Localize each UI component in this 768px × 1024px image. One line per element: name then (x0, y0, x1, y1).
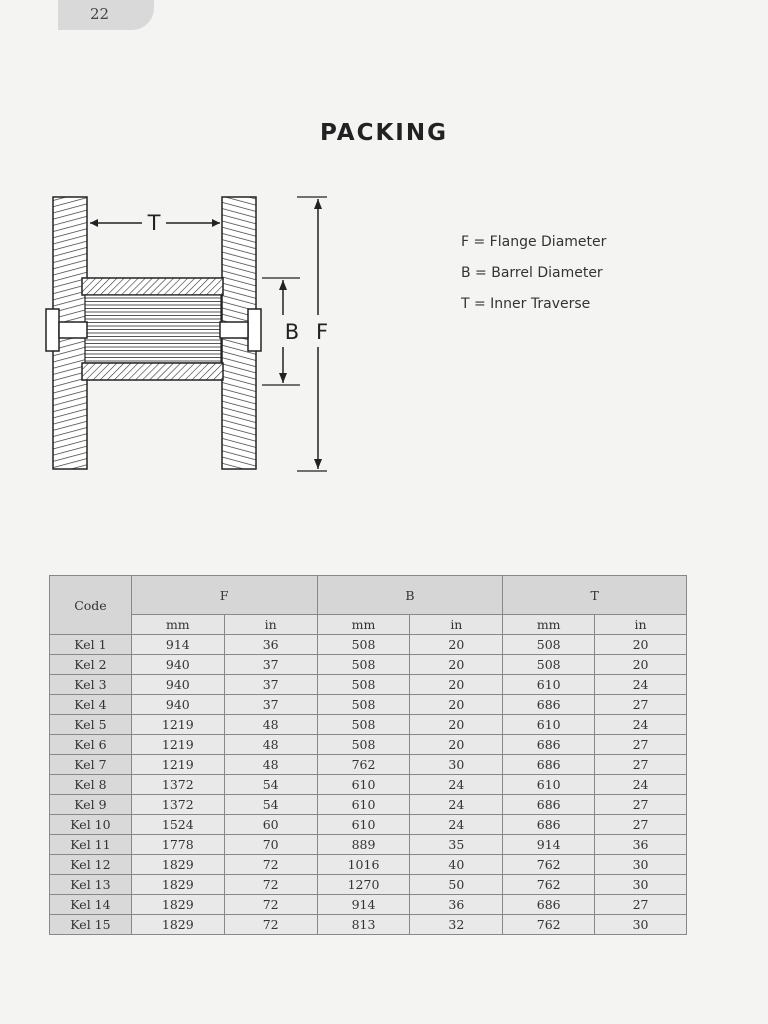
left-hub (46, 309, 59, 351)
header-unit: in (595, 615, 687, 635)
row-code: Kel 7 (50, 755, 132, 775)
header-unit: mm (317, 615, 410, 635)
table-cell: 20 (410, 715, 503, 735)
table-cell: 32 (410, 915, 503, 935)
table-cell: 20 (410, 735, 503, 755)
right-hub (248, 309, 261, 351)
table-cell: 36 (224, 635, 317, 655)
table-cell: 54 (224, 775, 317, 795)
table-cell: 813 (317, 915, 410, 935)
table-cell: 762 (503, 855, 595, 875)
table-cell: 20 (410, 695, 503, 715)
table-cell: 686 (503, 795, 595, 815)
table-cell: 72 (224, 875, 317, 895)
table-cell: 54 (224, 795, 317, 815)
table-row (50, 875, 687, 895)
table-cell: 686 (503, 755, 595, 775)
table-cell: 20 (410, 675, 503, 695)
header-code: Code (50, 576, 132, 635)
table-cell: 48 (224, 735, 317, 755)
table-cell: 72 (224, 855, 317, 875)
table-cell: 27 (595, 795, 687, 815)
table-cell: 24 (410, 775, 503, 795)
header-group-f: F (131, 576, 317, 615)
table-cell: 1016 (317, 855, 410, 875)
row-code: Kel 2 (50, 655, 132, 675)
table-cell: 508 (317, 655, 410, 675)
label-f: F (315, 320, 329, 344)
header-unit: in (224, 615, 317, 635)
table-cell: 610 (317, 815, 410, 835)
table-row (50, 915, 687, 935)
dimensions-table (49, 575, 687, 935)
table-row (50, 675, 687, 695)
table-cell: 610 (503, 675, 595, 695)
row-code: Kel 10 (50, 815, 132, 835)
header-unit: in (410, 615, 503, 635)
table-cell: 48 (224, 755, 317, 775)
table-cell: 24 (410, 795, 503, 815)
table-cell: 508 (317, 715, 410, 735)
table-cell: 72 (224, 895, 317, 915)
table-cell: 20 (595, 655, 687, 675)
table-cell: 686 (503, 735, 595, 755)
table-cell: 1219 (131, 755, 224, 775)
header-group-b: B (317, 576, 503, 615)
table-cell: 686 (503, 695, 595, 715)
table-cell: 27 (595, 695, 687, 715)
label-b: B (284, 320, 300, 344)
row-code: Kel 15 (50, 915, 132, 935)
table-cell: 30 (595, 915, 687, 935)
table-cell: 1372 (131, 795, 224, 815)
table-cell: 1778 (131, 835, 224, 855)
page-title: PACKING (320, 120, 448, 146)
table-cell: 762 (503, 875, 595, 895)
table-cell: 20 (410, 635, 503, 655)
row-code: Kel 9 (50, 795, 132, 815)
left-hub-bolt (59, 322, 87, 338)
table-cell: 1219 (131, 715, 224, 735)
table-cell: 36 (410, 895, 503, 915)
table-row (50, 735, 687, 755)
page-number: 22 (90, 5, 110, 23)
legend-item-flange: F = Flange Diameter (461, 234, 607, 250)
table-cell: 37 (224, 675, 317, 695)
table-cell: 35 (410, 835, 503, 855)
table-cell: 70 (224, 835, 317, 855)
table-cell: 914 (503, 835, 595, 855)
table-cell: 27 (595, 815, 687, 835)
header-unit: mm (503, 615, 595, 635)
table-cell: 24 (410, 815, 503, 835)
header-unit: mm (131, 615, 224, 635)
table-body (50, 635, 687, 935)
legend-item-barrel: B = Barrel Diameter (461, 265, 603, 281)
table-cell: 37 (224, 655, 317, 675)
table-row (50, 695, 687, 715)
table-cell: 1219 (131, 735, 224, 755)
table-cell: 30 (595, 855, 687, 875)
table-cell: 940 (131, 655, 224, 675)
table-cell: 1270 (317, 875, 410, 895)
table-cell: 610 (503, 775, 595, 795)
table-cell: 889 (317, 835, 410, 855)
table-cell: 20 (410, 655, 503, 675)
table-row (50, 895, 687, 915)
table-cell: 610 (317, 795, 410, 815)
table-cell: 508 (317, 635, 410, 655)
table-cell: 50 (410, 875, 503, 895)
legend-item-traverse: T = Inner Traverse (461, 296, 591, 312)
table-cell: 72 (224, 915, 317, 935)
table-cell: 610 (503, 715, 595, 735)
table-row (50, 635, 687, 655)
table-cell: 940 (131, 695, 224, 715)
barrel-bottom (82, 363, 223, 380)
table-cell: 1524 (131, 815, 224, 835)
table-row (50, 775, 687, 795)
row-code: Kel 6 (50, 735, 132, 755)
row-code: Kel 11 (50, 835, 132, 855)
table-cell: 610 (317, 775, 410, 795)
table-row (50, 715, 687, 735)
header-group-t: T (503, 576, 687, 615)
table-cell: 686 (503, 895, 595, 915)
table-cell: 1829 (131, 855, 224, 875)
table-cell: 20 (595, 635, 687, 655)
row-code: Kel 1 (50, 635, 132, 655)
table-cell: 762 (317, 755, 410, 775)
table-cell: 1372 (131, 775, 224, 795)
table-cell: 1829 (131, 875, 224, 895)
table-row (50, 795, 687, 815)
table-group-header (50, 576, 687, 615)
table-cell: 24 (595, 715, 687, 735)
table-cell: 686 (503, 815, 595, 835)
table-row (50, 855, 687, 875)
row-code: Kel 4 (50, 695, 132, 715)
table-cell: 30 (410, 755, 503, 775)
table-cell: 27 (595, 735, 687, 755)
table-cell: 508 (317, 675, 410, 695)
row-code: Kel 12 (50, 855, 132, 875)
table-cell: 914 (317, 895, 410, 915)
table-cell: 24 (595, 775, 687, 795)
table-cell: 27 (595, 755, 687, 775)
table-cell: 508 (317, 695, 410, 715)
table-cell: 914 (131, 635, 224, 655)
table-cell: 940 (131, 675, 224, 695)
table-row (50, 835, 687, 855)
table-units-header (50, 615, 687, 635)
right-hub-bolt (220, 322, 248, 338)
barrel-core (85, 295, 221, 363)
table-cell: 24 (595, 675, 687, 695)
table-cell: 48 (224, 715, 317, 735)
barrel-top (82, 278, 223, 295)
table-cell: 30 (595, 875, 687, 895)
table-cell: 27 (595, 895, 687, 915)
table-cell: 37 (224, 695, 317, 715)
row-code: Kel 5 (50, 715, 132, 735)
row-code: Kel 13 (50, 875, 132, 895)
table-cell: 508 (503, 635, 595, 655)
label-t: T (147, 211, 161, 235)
row-code: Kel 8 (50, 775, 132, 795)
table-row (50, 815, 687, 835)
table-cell: 1829 (131, 915, 224, 935)
legend (461, 232, 606, 325)
table-row (50, 655, 687, 675)
table-cell: 762 (503, 915, 595, 935)
reel-diagram (40, 185, 340, 485)
table-cell: 508 (317, 735, 410, 755)
table-row (50, 755, 687, 775)
table-cell: 1829 (131, 895, 224, 915)
table-cell: 40 (410, 855, 503, 875)
table-cell: 508 (503, 655, 595, 675)
table-cell: 36 (595, 835, 687, 855)
row-code: Kel 3 (50, 675, 132, 695)
table-cell: 60 (224, 815, 317, 835)
row-code: Kel 14 (50, 895, 132, 915)
